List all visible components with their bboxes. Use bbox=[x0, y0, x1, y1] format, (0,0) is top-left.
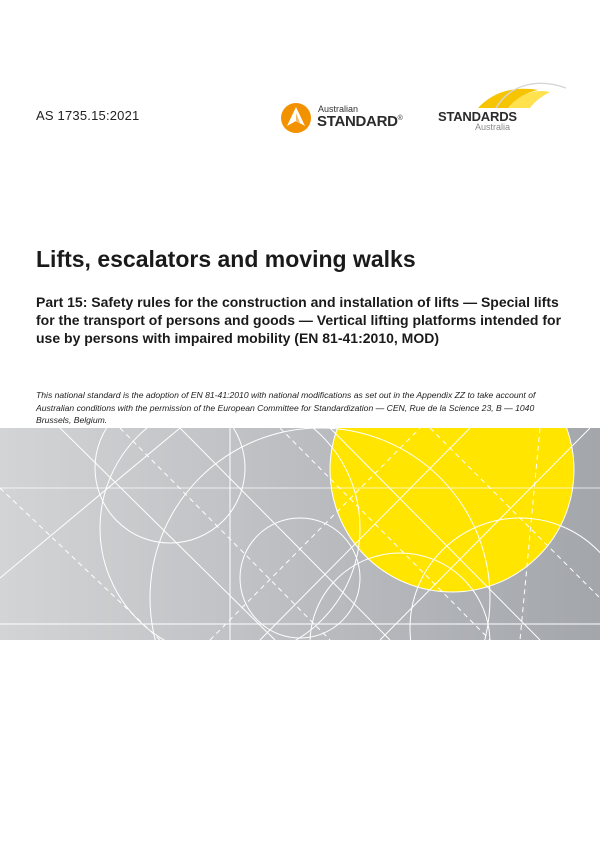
australian-standard-big-text: STANDARD® bbox=[317, 113, 403, 130]
standards-australia-logo bbox=[438, 78, 578, 138]
australian-standard-mark-icon bbox=[280, 102, 312, 134]
australian-standard-small-text: Australian bbox=[318, 104, 359, 114]
document-subtitle: Part 15: Safety rules for the construction and installation of lifts — Special lifts for the transport of persons and goods — Vertical lifting platforms intended for use by persons with impaired mobility (EN 81-41:2010, MOD) bbox=[36, 294, 562, 346]
cover-graphic-band bbox=[0, 428, 600, 640]
australian-standard-logo bbox=[280, 100, 410, 140]
document-title: Lifts, escalators and moving walks bbox=[36, 246, 416, 272]
standards-australia-swoosh-icon bbox=[438, 78, 578, 112]
standard-number: AS 1735.15:2021 bbox=[36, 108, 140, 123]
adoption-note: This national standard is the adoption of EN 81-41:2010 with national modifications as set out in the Appendix ZZ to take account of Australian conditions with the permission of the European Committee for Standardization — CEN, Rue de la Science 23, B — 1040 Brussels, Belgium. bbox=[36, 390, 536, 425]
standards-australia-word1: STANDARDS bbox=[438, 109, 517, 124]
standards-australia-word2: Australia bbox=[475, 122, 511, 132]
